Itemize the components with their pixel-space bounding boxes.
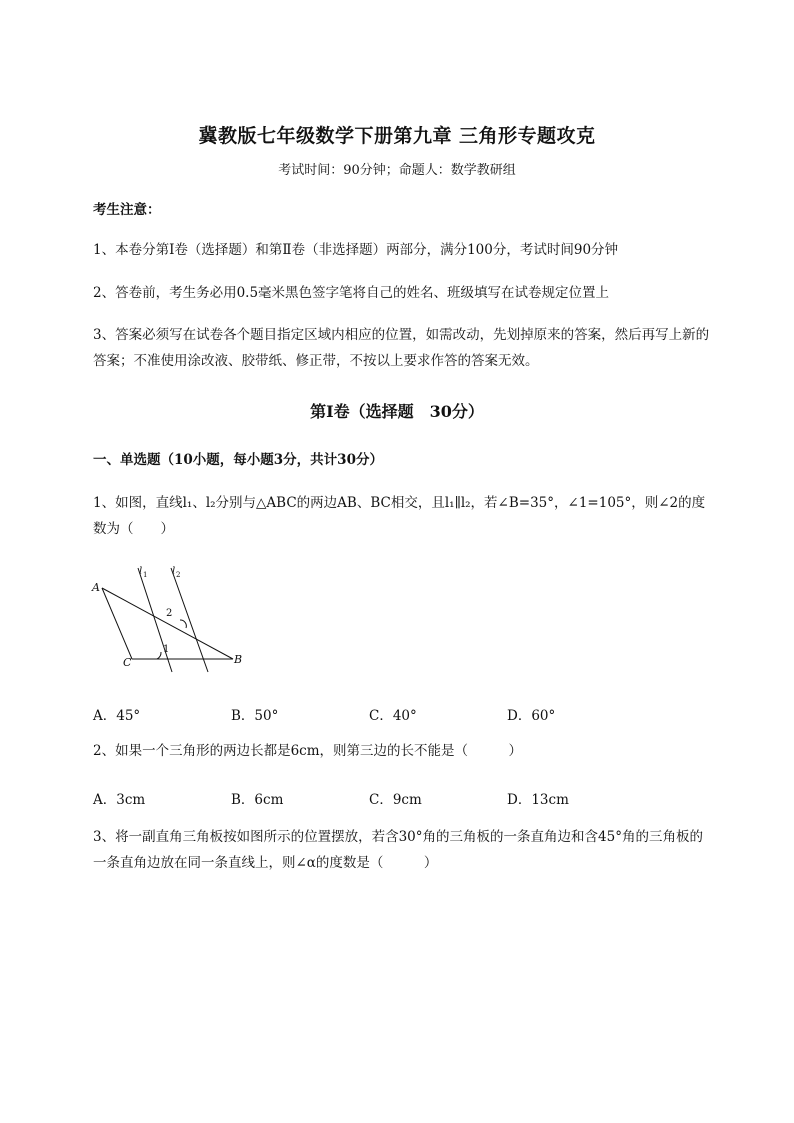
label-l1: l (139, 566, 143, 577)
q2-option-d[interactable]: D．13cm (507, 792, 569, 808)
q1-option-d[interactable]: D．60° (507, 708, 556, 724)
line-l1 (138, 568, 172, 672)
label-l2: l (172, 566, 176, 577)
q1-option-c[interactable]: C．40° (369, 708, 417, 724)
notice-item-1: 1、本卷分第I卷（选择题）和第Ⅱ卷（非选择题）两部分，满分100分，考试时间90分钟 (93, 242, 619, 258)
side-ac (102, 588, 132, 659)
question-1-options (93, 704, 713, 728)
part-heading: 一、单选题（10小题，每小题3分，共计30分） (93, 452, 383, 468)
q1-option-a[interactable]: A．45° (93, 708, 141, 724)
q2-option-b[interactable]: B．6cm (231, 792, 284, 808)
exam-title: 冀教版七年级数学下册第九章 三角形专题攻克 (198, 125, 596, 147)
label-angle-1: 1 (163, 644, 170, 655)
question-1-figure (90, 560, 250, 678)
label-l1-sub: 1 (143, 571, 148, 579)
question-1-text: 1、如图，直线l₁、l₂分别与△ABC的两边AB、BC相交，且l₁∥l₂，若∠B=35°，∠1=105°，则∠2的度数为（ ） (93, 495, 706, 537)
section-title: 第I卷（选择题 30分） (310, 402, 484, 421)
label-a: A (92, 581, 100, 594)
notice-heading: 考生注意： (93, 202, 161, 218)
label-b: B (234, 653, 243, 666)
angle-1-arc (157, 652, 161, 659)
line-l2 (171, 568, 208, 672)
label-l2-sub: 2 (176, 571, 181, 579)
question-2-options (93, 788, 713, 812)
label-angle-2: 2 (166, 608, 173, 619)
question-3-text: 3、将一副直角三角板按如图所示的位置摆放，若含30°角的三角板的一条直角边和含45°角的三角板的一条直角边放在同一条直线上，则∠α的度数是（ ） (93, 829, 703, 871)
angle-2-arc (180, 620, 186, 628)
q1-option-b[interactable]: B．50° (231, 708, 279, 724)
q2-option-a[interactable]: A．3cm (93, 792, 146, 808)
label-c: C (123, 656, 132, 669)
question-2-text: 2、如果一个三角形的两边长都是6cm，则第三边的长不能是（ ） (93, 743, 523, 759)
notice-item-2: 2、答卷前，考生务必用0.5毫米黑色签字笔将自己的姓名、班级填写在试卷规定位置上 (93, 285, 610, 301)
notice-item-3: 3、答案必须写在试卷各个题目指定区域内相应的位置，如需改动，先划掉原来的答案，然后再写上新的答案；不准使用涂改液、胶带纸、修正带，不按以上要求作答的答案无效。 (93, 327, 710, 369)
q2-option-c[interactable]: C．9cm (369, 792, 422, 808)
exam-subtitle: 考试时间：90分钟；命题人：数学教研组 (278, 163, 516, 178)
